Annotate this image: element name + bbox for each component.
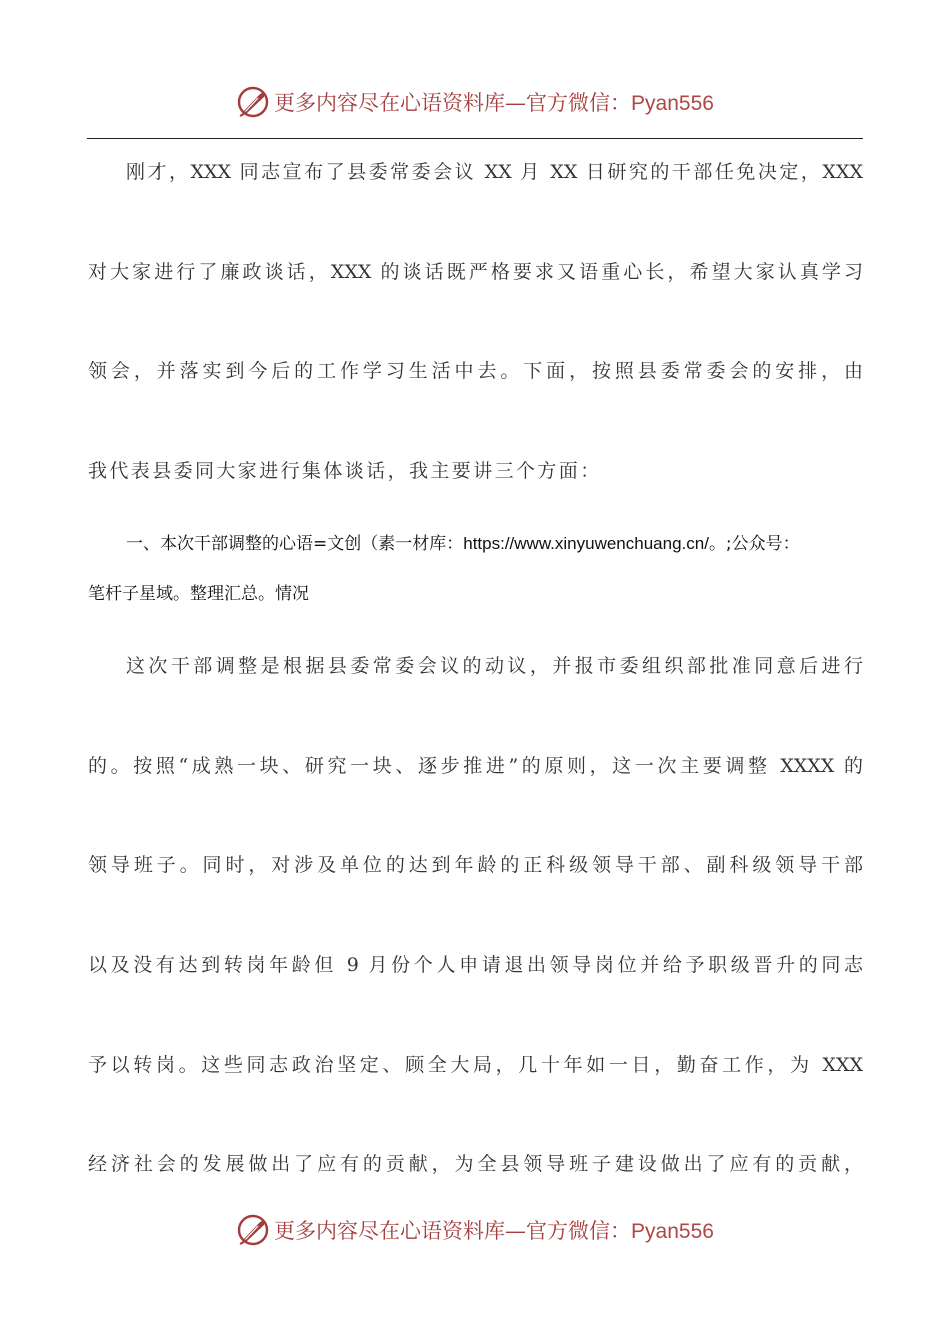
- banner-text: 更多内容尽在心语资料库—官方微信：Pyan556: [274, 91, 714, 115]
- header-banner: [0, 82, 950, 122]
- section-heading: 一、本次干部调整的心语=文创（素一材库：https://www.xinyuwenchuang.cn/。;公众号：: [126, 534, 800, 554]
- paragraph-line: 经济社会的发展做出了应有的贡献，为全县领导班子建设做出了应有的贡献，: [88, 1153, 863, 1175]
- header-divider: [87, 138, 863, 139]
- paragraph-line: 对大家进行了廉政谈话，XXX 的谈话既严格要求又语重心长，希望大家认真学习: [88, 261, 863, 283]
- paragraph-line: 予以转岗。这些同志政治坚定、顾全大局，几十年如一日，勤奋工作，为 XXX: [88, 1054, 863, 1076]
- quill-pen-icon: [236, 1213, 270, 1247]
- quill-pen-icon: [236, 85, 270, 119]
- paragraph-line: 的。按照“成熟一块、研究一块、逐步推进”的原则，这一次主要调整 XXXX 的: [88, 755, 863, 777]
- paragraph-line: 这次干部调整是根据县委常委会议的动议，并报市委组织部批准同意后进行: [126, 655, 863, 677]
- paragraph-line: 刚才，XXX 同志宣布了县委常委会议 XX 月 XX 日研究的干部任免决定，XXX: [126, 161, 863, 183]
- paragraph-line: 领会，并落实到今后的工作学习生活中去。下面，按照县委常委会的安排，由: [88, 360, 863, 382]
- footer-banner: [0, 1210, 950, 1250]
- paragraph-line: 我代表县委同大家进行集体谈话，我主要讲三个方面：: [88, 460, 602, 482]
- section-heading-continued: 笔杆子星域。整理汇总。情况: [88, 584, 309, 604]
- source-link-text: https://www.xinyuwenchuang.cn/: [463, 534, 709, 553]
- banner-text: 更多内容尽在心语资料库—官方微信：Pyan556: [274, 1219, 714, 1243]
- paragraph-line: 领导班子。同时，对涉及单位的达到年龄的正科级领导干部、副科级领导干部: [88, 854, 863, 876]
- paragraph-line: 以及没有达到转岗年龄但 9 月份个人申请退出领导岗位并给予职级晋升的同志: [88, 954, 863, 976]
